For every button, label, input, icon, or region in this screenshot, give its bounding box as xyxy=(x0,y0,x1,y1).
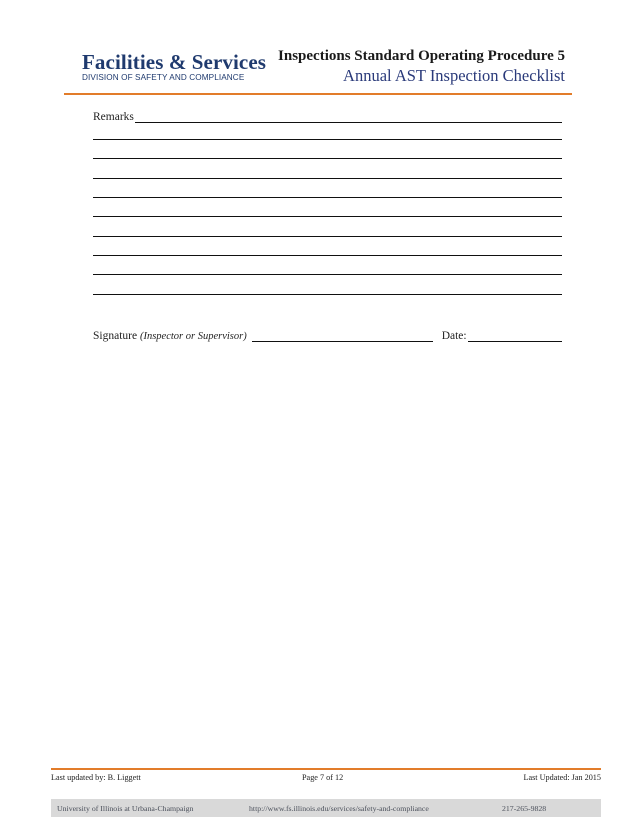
date-line[interactable] xyxy=(468,330,562,342)
signature-row xyxy=(93,330,562,342)
facilities-services-logo xyxy=(82,52,266,82)
document-title: Inspections Standard Operating Procedure 5 xyxy=(278,48,565,64)
footer-page-number: Page 7 of 12 xyxy=(302,773,344,782)
document-subtitle: Annual AST Inspection Checklist xyxy=(343,66,565,85)
signature-label-group xyxy=(93,330,247,342)
document-header xyxy=(278,47,565,85)
remarks-label: Remarks xyxy=(93,111,134,123)
footer-divider xyxy=(51,768,601,770)
date-label: Date: xyxy=(441,330,467,342)
remarks-blank-line[interactable] xyxy=(93,139,562,140)
footer-updated-by: Last updated by: B. Liggett xyxy=(51,773,141,782)
footer-last-updated: Last Updated: Jan 2015 xyxy=(523,773,601,782)
remarks-blank-line[interactable] xyxy=(93,197,562,198)
remarks-blank-line[interactable] xyxy=(93,158,562,159)
remarks-blank-line[interactable] xyxy=(93,274,562,275)
signature-line[interactable] xyxy=(252,330,433,342)
signature-label: Signature xyxy=(93,330,138,342)
remarks-blank-line[interactable] xyxy=(93,178,562,179)
remarks-row xyxy=(93,111,562,123)
footer-university: University of Illinois at Urbana-Champaign xyxy=(57,803,194,813)
header-divider xyxy=(64,93,572,95)
signature-role: (Inspector or Supervisor) xyxy=(139,331,247,342)
remarks-blank-line[interactable] xyxy=(93,255,562,256)
logo-division: DIVISION OF SAFETY AND COMPLIANCE xyxy=(82,73,245,82)
remarks-blank-line[interactable] xyxy=(93,294,562,295)
remarks-section xyxy=(93,111,562,123)
remarks-blank-line[interactable] xyxy=(93,236,562,237)
footer-bar xyxy=(51,799,601,817)
remarks-line[interactable] xyxy=(135,111,562,123)
logo-wordmark: Facilities & Services xyxy=(82,50,267,74)
footer-phone: 217-265-9828 xyxy=(502,803,547,813)
remarks-blank-line[interactable] xyxy=(93,216,562,217)
footer-url[interactable]: http://www.fs.illinois.edu/services/safety-and-compliance xyxy=(249,803,429,813)
